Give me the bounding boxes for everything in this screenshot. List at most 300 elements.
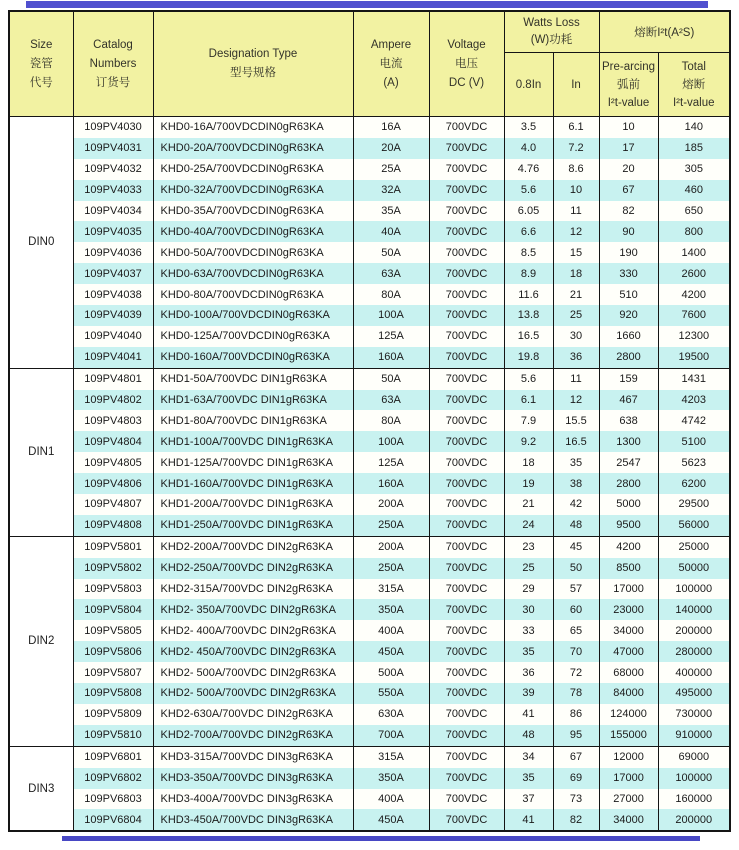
total-i2t-cell: 140 — [658, 117, 730, 138]
prearcing-i2t-cell: 920 — [599, 305, 658, 326]
voltage-cell: 700VDC — [429, 599, 504, 620]
table-row — [9, 242, 730, 263]
watts-in-cell: 86 — [553, 704, 599, 725]
table-row — [9, 725, 730, 746]
watts-08in-cell: 48 — [504, 725, 553, 746]
watts-08in-cell: 41 — [504, 809, 553, 831]
voltage-cell: 700VDC — [429, 368, 504, 389]
ampere-cell: 63A — [353, 390, 429, 411]
watts-in-cell: 95 — [553, 725, 599, 746]
total-i2t-cell: 2600 — [658, 263, 730, 284]
watts-08in-cell: 33 — [504, 620, 553, 641]
designation-cell: KHD2- 350A/700VDC DIN2gR63KA — [153, 599, 353, 620]
catalog-number-cell: 109PV4034 — [73, 201, 153, 222]
ampere-cell: 200A — [353, 494, 429, 515]
ampere-cell: 250A — [353, 515, 429, 536]
voltage-cell: 700VDC — [429, 683, 504, 704]
ampere-cell: 350A — [353, 599, 429, 620]
voltage-cell: 700VDC — [429, 159, 504, 180]
prearcing-i2t-cell: 34000 — [599, 620, 658, 641]
ampere-cell: 500A — [353, 662, 429, 683]
ampere-cell: 550A — [353, 683, 429, 704]
designation-cell: KHD0-125A/700VDCDIN0gR63KA — [153, 326, 353, 347]
voltage-cell: 700VDC — [429, 305, 504, 326]
header-line: 型号规格 — [230, 67, 276, 79]
prearcing-i2t-cell: 68000 — [599, 662, 658, 683]
watts-08in-cell: 37 — [504, 789, 553, 810]
watts-08in-cell: 30 — [504, 599, 553, 620]
bottom-accent-bar — [62, 836, 700, 841]
prearcing-i2t-cell: 2800 — [599, 473, 658, 494]
designation-cell: KHD3-315A/700VDC DIN3gR63KA — [153, 746, 353, 767]
catalog-number-cell: 109PV5808 — [73, 683, 153, 704]
watts-08in-cell: 6.1 — [504, 390, 553, 411]
ampere-cell: 50A — [353, 368, 429, 389]
watts-in-cell: 69 — [553, 768, 599, 789]
voltage-cell: 700VDC — [429, 431, 504, 452]
header-line: Total — [681, 60, 706, 73]
table-row — [9, 263, 730, 284]
designation-cell: KHD1-63A/700VDC DIN1gR63KA — [153, 390, 353, 411]
watts-08in-cell: 11.6 — [504, 284, 553, 305]
table-row — [9, 410, 730, 431]
catalog-number-cell: 109PV5801 — [73, 536, 153, 557]
table-row — [9, 326, 730, 347]
voltage-cell: 700VDC — [429, 620, 504, 641]
table-row — [9, 558, 730, 579]
prearcing-i2t-cell: 90 — [599, 221, 658, 242]
table-header — [9, 11, 730, 117]
watts-in-cell: 67 — [553, 746, 599, 767]
voltage-cell: 700VDC — [429, 662, 504, 683]
prearcing-i2t-cell: 467 — [599, 390, 658, 411]
watts-08in-cell: 21 — [504, 494, 553, 515]
prearcing-i2t-cell: 17000 — [599, 768, 658, 789]
prearcing-i2t-cell: 190 — [599, 242, 658, 263]
watts-08in-cell: 18 — [504, 452, 553, 473]
designation-cell: KHD1-200A/700VDC DIN1gR63KA — [153, 494, 353, 515]
total-i2t-cell: 200000 — [658, 620, 730, 641]
watts-08in-cell: 19.8 — [504, 347, 553, 368]
ampere-cell: 25A — [353, 159, 429, 180]
ampere-cell: 100A — [353, 305, 429, 326]
voltage-cell: 700VDC — [429, 180, 504, 201]
header-line: Pre-arcing — [601, 60, 656, 73]
ampere-cell: 160A — [353, 347, 429, 368]
table-row — [9, 809, 730, 831]
voltage-cell: 700VDC — [429, 390, 504, 411]
total-i2t-cell: 730000 — [658, 704, 730, 725]
table-row — [9, 221, 730, 242]
total-i2t-cell: 4742 — [658, 410, 730, 431]
watts-08in-cell: 4.0 — [504, 138, 553, 159]
header-line: 订货号 — [95, 76, 131, 89]
ampere-cell: 315A — [353, 579, 429, 600]
catalog-number-cell: 109PV6803 — [73, 789, 153, 810]
total-i2t-cell: 140000 — [658, 599, 730, 620]
total-i2t-cell: 100000 — [658, 768, 730, 789]
watts-08in-cell: 39 — [504, 683, 553, 704]
ampere-cell: 315A — [353, 746, 429, 767]
watts-08in-cell: 19 — [504, 473, 553, 494]
watts-in-cell: 82 — [553, 809, 599, 831]
table-row — [9, 620, 730, 641]
total-i2t-cell: 29500 — [658, 494, 730, 515]
header-line: Catalog — [93, 38, 133, 51]
voltage-cell: 700VDC — [429, 494, 504, 515]
prearcing-i2t-cell: 34000 — [599, 809, 658, 831]
header-voltage — [429, 11, 504, 117]
watts-08in-cell: 8.9 — [504, 263, 553, 284]
voltage-cell: 700VDC — [429, 326, 504, 347]
watts-in-cell: 70 — [553, 641, 599, 662]
table-row — [9, 768, 730, 789]
ampere-cell: 40A — [353, 221, 429, 242]
watts-08in-cell: 7.9 — [504, 410, 553, 431]
total-i2t-cell: 6200 — [658, 473, 730, 494]
size-group-label: DIN0 — [9, 117, 73, 369]
ampere-cell: 350A — [353, 768, 429, 789]
total-i2t-cell: 400000 — [658, 662, 730, 683]
total-i2t-cell: 1400 — [658, 242, 730, 263]
prearcing-i2t-cell: 82 — [599, 201, 658, 222]
watts-in-cell: 48 — [553, 515, 599, 536]
header-line: 熔断 — [682, 78, 706, 91]
catalog-number-cell: 109PV5805 — [73, 620, 153, 641]
catalog-number-cell: 109PV4802 — [73, 390, 153, 411]
total-i2t-cell: 280000 — [658, 641, 730, 662]
voltage-cell: 700VDC — [429, 242, 504, 263]
watts-08in-cell: 35 — [504, 641, 553, 662]
catalog-number-cell: 109PV4041 — [73, 347, 153, 368]
voltage-cell: 700VDC — [429, 536, 504, 557]
ampere-cell: 400A — [353, 789, 429, 810]
table-row — [9, 579, 730, 600]
header-line: Numbers — [89, 57, 137, 70]
watts-08in-cell: 5.6 — [504, 368, 553, 389]
catalog-number-cell: 109PV4038 — [73, 284, 153, 305]
prearcing-i2t-cell: 1300 — [599, 431, 658, 452]
ampere-cell: 50A — [353, 242, 429, 263]
voltage-cell: 700VDC — [429, 284, 504, 305]
designation-cell: KHD2-250A/700VDC DIN2gR63KA — [153, 558, 353, 579]
table-row — [9, 494, 730, 515]
ampere-cell: 450A — [353, 809, 429, 831]
watts-08in-cell: 13.8 — [504, 305, 553, 326]
catalog-number-cell: 109PV4035 — [73, 221, 153, 242]
prearcing-i2t-cell: 10 — [599, 117, 658, 138]
designation-cell: KHD0-100A/700VDCDIN0gR63KA — [153, 305, 353, 326]
table-row — [9, 599, 730, 620]
voltage-cell: 700VDC — [429, 641, 504, 662]
header-i2t: 熔断I²t(A²S) — [599, 11, 730, 53]
fuse-spec-table — [8, 10, 731, 832]
header-line: I²t-value — [607, 96, 650, 109]
size-group-label: DIN1 — [9, 368, 73, 536]
designation-cell: KHD3-350A/700VDC DIN3gR63KA — [153, 768, 353, 789]
total-i2t-cell: 12300 — [658, 326, 730, 347]
watts-08in-cell: 8.5 — [504, 242, 553, 263]
voltage-cell: 700VDC — [429, 809, 504, 831]
designation-cell: KHD3-450A/700VDC DIN3gR63KA — [153, 809, 353, 831]
ampere-cell: 80A — [353, 410, 429, 431]
designation-cell: KHD0-40A/700VDCDIN0gR63KA — [153, 221, 353, 242]
prearcing-i2t-cell: 67 — [599, 180, 658, 201]
designation-cell: KHD2- 400A/700VDC DIN2gR63KA — [153, 620, 353, 641]
ampere-cell: 16A — [353, 117, 429, 138]
table-row — [9, 704, 730, 725]
catalog-number-cell: 109PV5804 — [73, 599, 153, 620]
watts-in-cell: 6.1 — [553, 117, 599, 138]
watts-08in-cell: 6.6 — [504, 221, 553, 242]
designation-cell: KHD2- 500A/700VDC DIN2gR63KA — [153, 662, 353, 683]
watts-in-cell: 60 — [553, 599, 599, 620]
catalog-number-cell: 109PV4032 — [73, 159, 153, 180]
table-row — [9, 473, 730, 494]
total-i2t-cell: 1431 — [658, 368, 730, 389]
designation-cell: KHD1-100A/700VDC DIN1gR63KA — [153, 431, 353, 452]
prearcing-i2t-cell: 27000 — [599, 789, 658, 810]
prearcing-i2t-cell: 17000 — [599, 579, 658, 600]
header-total-i2t — [658, 53, 730, 117]
total-i2t-cell: 910000 — [658, 725, 730, 746]
ampere-cell: 200A — [353, 536, 429, 557]
catalog-number-cell: 109PV4801 — [73, 368, 153, 389]
table-row — [9, 452, 730, 473]
ampere-cell: 35A — [353, 201, 429, 222]
watts-08in-cell: 36 — [504, 662, 553, 683]
voltage-cell: 700VDC — [429, 725, 504, 746]
watts-08in-cell: 29 — [504, 579, 553, 600]
table-row — [9, 515, 730, 536]
designation-cell: KHD0-63A/700VDCDIN0gR63KA — [153, 263, 353, 284]
header-catalog-numbers — [73, 11, 153, 117]
total-i2t-cell: 7600 — [658, 305, 730, 326]
header-line: DC (V) — [448, 76, 485, 89]
prearcing-i2t-cell: 9500 — [599, 515, 658, 536]
header-line: 弧前 — [617, 78, 641, 91]
prearcing-i2t-cell: 8500 — [599, 558, 658, 579]
prearcing-i2t-cell: 124000 — [599, 704, 658, 725]
header-designation-type — [153, 11, 353, 117]
catalog-number-cell: 109PV4804 — [73, 431, 153, 452]
prearcing-i2t-cell: 12000 — [599, 746, 658, 767]
header-prearcing-i2t — [599, 53, 658, 117]
catalog-number-cell: 109PV4036 — [73, 242, 153, 263]
ampere-cell: 630A — [353, 704, 429, 725]
prearcing-i2t-cell: 84000 — [599, 683, 658, 704]
header-line: Voltage — [447, 38, 486, 51]
voltage-cell: 700VDC — [429, 263, 504, 284]
total-i2t-cell: 650 — [658, 201, 730, 222]
catalog-number-cell: 109PV5810 — [73, 725, 153, 746]
ampere-cell: 63A — [353, 263, 429, 284]
designation-cell: KHD0-50A/700VDCDIN0gR63KA — [153, 242, 353, 263]
catalog-number-cell: 109PV4807 — [73, 494, 153, 515]
designation-cell: KHD1-50A/700VDC DIN1gR63KA — [153, 368, 353, 389]
table-row — [9, 180, 730, 201]
ampere-cell: 450A — [353, 641, 429, 662]
table-row — [9, 683, 730, 704]
total-i2t-cell: 160000 — [658, 789, 730, 810]
header-line: Size — [30, 38, 53, 51]
header-line: Designation Type — [208, 48, 298, 60]
designation-cell: KHD2-200A/700VDC DIN2gR63KA — [153, 536, 353, 557]
table-row — [9, 201, 730, 222]
designation-cell: KHD0-160A/700VDCDIN0gR63KA — [153, 347, 353, 368]
table-row — [9, 662, 730, 683]
designation-cell: KHD0-35A/700VDCDIN0gR63KA — [153, 201, 353, 222]
watts-in-cell: 73 — [553, 789, 599, 810]
table-row — [9, 305, 730, 326]
watts-08in-cell: 16.5 — [504, 326, 553, 347]
prearcing-i2t-cell: 1660 — [599, 326, 658, 347]
watts-08in-cell: 3.5 — [504, 117, 553, 138]
ampere-cell: 125A — [353, 326, 429, 347]
watts-in-cell: 42 — [553, 494, 599, 515]
table-row — [9, 159, 730, 180]
prearcing-i2t-cell: 159 — [599, 368, 658, 389]
voltage-cell: 700VDC — [429, 410, 504, 431]
watts-08in-cell: 35 — [504, 768, 553, 789]
watts-in-cell: 12 — [553, 390, 599, 411]
table-row — [9, 390, 730, 411]
catalog-number-cell: 109PV5803 — [73, 579, 153, 600]
designation-cell: KHD1-250A/700VDC DIN1gR63KA — [153, 515, 353, 536]
catalog-number-cell: 109PV5806 — [73, 641, 153, 662]
total-i2t-cell: 800 — [658, 221, 730, 242]
total-i2t-cell: 56000 — [658, 515, 730, 536]
voltage-cell: 700VDC — [429, 347, 504, 368]
watts-in-cell: 16.5 — [553, 431, 599, 452]
watts-in-cell: 15.5 — [553, 410, 599, 431]
watts-in-cell: 8.6 — [553, 159, 599, 180]
table-row — [9, 641, 730, 662]
table-row — [9, 789, 730, 810]
voltage-cell: 700VDC — [429, 138, 504, 159]
designation-cell: KHD0-16A/700VDCDIN0gR63KA — [153, 117, 353, 138]
watts-in-cell: 7.2 — [553, 138, 599, 159]
watts-in-cell: 35 — [553, 452, 599, 473]
ampere-cell: 32A — [353, 180, 429, 201]
table-row — [9, 347, 730, 368]
header-size — [9, 11, 73, 117]
watts-08in-cell: 9.2 — [504, 431, 553, 452]
voltage-cell: 700VDC — [429, 201, 504, 222]
voltage-cell: 700VDC — [429, 768, 504, 789]
ampere-cell: 250A — [353, 558, 429, 579]
ampere-cell: 80A — [353, 284, 429, 305]
ampere-cell: 400A — [353, 620, 429, 641]
catalog-number-cell: 109PV5802 — [73, 558, 153, 579]
voltage-cell: 700VDC — [429, 789, 504, 810]
header-line: (W)功耗 — [530, 34, 573, 46]
top-accent-bar — [26, 1, 708, 8]
catalog-number-cell: 109PV4806 — [73, 473, 153, 494]
watts-in-cell: 18 — [553, 263, 599, 284]
total-i2t-cell: 50000 — [658, 558, 730, 579]
catalog-number-cell: 109PV4033 — [73, 180, 153, 201]
prearcing-i2t-cell: 2547 — [599, 452, 658, 473]
prearcing-i2t-cell: 47000 — [599, 641, 658, 662]
total-i2t-cell: 495000 — [658, 683, 730, 704]
total-i2t-cell: 69000 — [658, 746, 730, 767]
ampere-cell: 100A — [353, 431, 429, 452]
catalog-number-cell: 109PV4805 — [73, 452, 153, 473]
voltage-cell: 700VDC — [429, 558, 504, 579]
catalog-number-cell: 109PV4808 — [73, 515, 153, 536]
header-line: 代号 — [29, 76, 53, 89]
watts-08in-cell: 24 — [504, 515, 553, 536]
total-i2t-cell: 185 — [658, 138, 730, 159]
watts-in-cell: 30 — [553, 326, 599, 347]
designation-cell: KHD2-315A/700VDC DIN2gR63KA — [153, 579, 353, 600]
total-i2t-cell: 25000 — [658, 536, 730, 557]
table-body — [9, 117, 730, 832]
header-in: In — [553, 53, 599, 117]
ampere-cell: 700A — [353, 725, 429, 746]
header-line: I²t-value — [672, 96, 715, 109]
prearcing-i2t-cell: 155000 — [599, 725, 658, 746]
watts-in-cell: 78 — [553, 683, 599, 704]
table-row — [9, 431, 730, 452]
prearcing-i2t-cell: 23000 — [599, 599, 658, 620]
watts-in-cell: 21 — [553, 284, 599, 305]
watts-in-cell: 57 — [553, 579, 599, 600]
prearcing-i2t-cell: 510 — [599, 284, 658, 305]
prearcing-i2t-cell: 17 — [599, 138, 658, 159]
catalog-number-cell: 109PV4030 — [73, 117, 153, 138]
designation-cell: KHD1-160A/700VDC DIN1gR63KA — [153, 473, 353, 494]
designation-cell: KHD0-32A/700VDCDIN0gR63KA — [153, 180, 353, 201]
watts-in-cell: 11 — [553, 201, 599, 222]
watts-in-cell: 72 — [553, 662, 599, 683]
table-row — [9, 138, 730, 159]
watts-in-cell: 45 — [553, 536, 599, 557]
designation-cell: KHD3-400A/700VDC DIN3gR63KA — [153, 789, 353, 810]
total-i2t-cell: 5100 — [658, 431, 730, 452]
watts-in-cell: 38 — [553, 473, 599, 494]
designation-cell: KHD2- 500A/700VDC DIN2gR63KA — [153, 683, 353, 704]
designation-cell: KHD1-125A/700VDC DIN1gR63KA — [153, 452, 353, 473]
watts-08in-cell: 25 — [504, 558, 553, 579]
catalog-number-cell: 109PV4803 — [73, 410, 153, 431]
total-i2t-cell: 200000 — [658, 809, 730, 831]
prearcing-i2t-cell: 4200 — [599, 536, 658, 557]
designation-cell: KHD0-25A/700VDCDIN0gR63KA — [153, 159, 353, 180]
watts-in-cell: 25 — [553, 305, 599, 326]
voltage-cell: 700VDC — [429, 515, 504, 536]
catalog-number-cell: 109PV4037 — [73, 263, 153, 284]
designation-cell: KHD0-20A/700VDCDIN0gR63KA — [153, 138, 353, 159]
total-i2t-cell: 100000 — [658, 579, 730, 600]
voltage-cell: 700VDC — [429, 704, 504, 725]
voltage-cell: 700VDC — [429, 452, 504, 473]
total-i2t-cell: 460 — [658, 180, 730, 201]
watts-in-cell: 50 — [553, 558, 599, 579]
table-row — [9, 746, 730, 767]
size-group-label: DIN3 — [9, 746, 73, 831]
watts-08in-cell: 23 — [504, 536, 553, 557]
designation-cell: KHD2-630A/700VDC DIN2gR63KA — [153, 704, 353, 725]
watts-in-cell: 10 — [553, 180, 599, 201]
ampere-cell: 160A — [353, 473, 429, 494]
header-line: Watts Loss — [523, 17, 580, 29]
prearcing-i2t-cell: 638 — [599, 410, 658, 431]
prearcing-i2t-cell: 20 — [599, 159, 658, 180]
designation-cell: KHD2- 450A/700VDC DIN2gR63KA — [153, 641, 353, 662]
voltage-cell: 700VDC — [429, 117, 504, 138]
